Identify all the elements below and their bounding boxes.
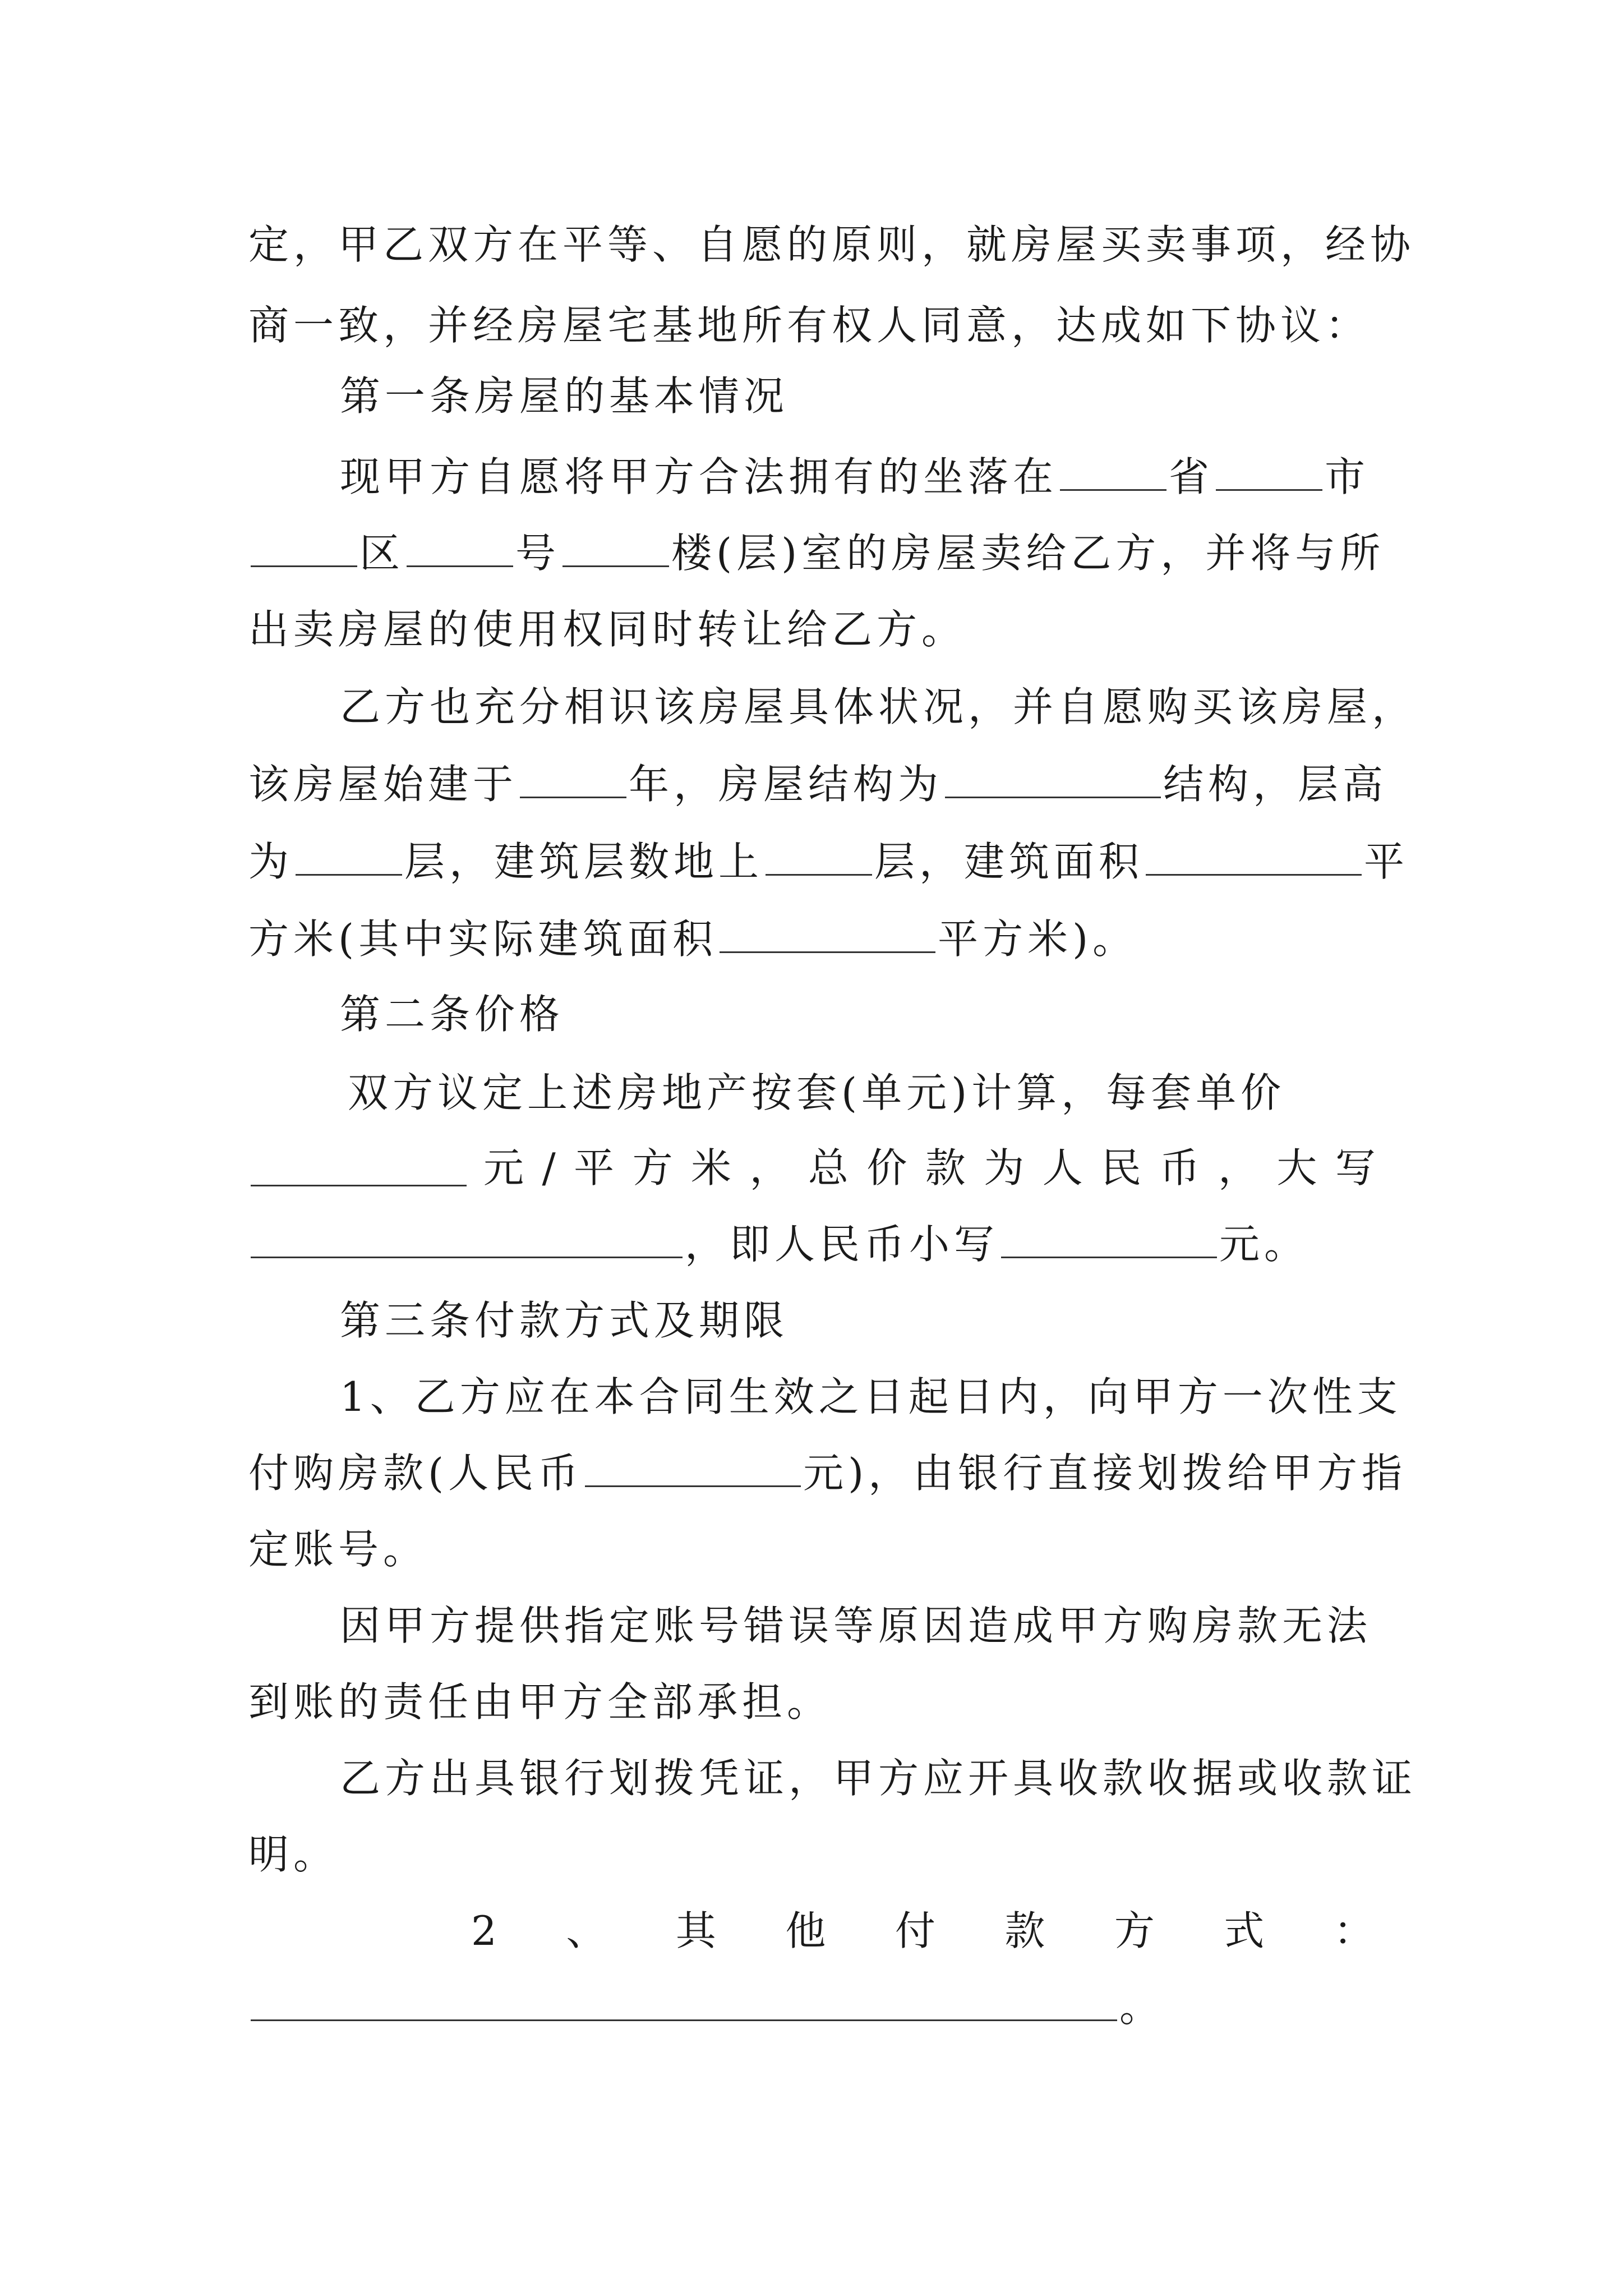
char: ， xyxy=(1218,1144,1258,1191)
line-text: 层，建筑层数地上 xyxy=(404,838,764,885)
char: 其 xyxy=(675,1907,716,1954)
paragraph-line xyxy=(348,1065,1384,1121)
char: 平 xyxy=(574,1144,615,1191)
paragraph-line xyxy=(248,525,1385,581)
char: 人 xyxy=(1042,1144,1083,1191)
line-text: 为 xyxy=(248,838,294,885)
paragraph-line xyxy=(248,834,1409,890)
paragraph-line xyxy=(340,1369,1402,1425)
line-text: 付购房款(人民币 xyxy=(248,1450,583,1497)
paragraph-line xyxy=(248,1445,1407,1501)
heading-text: 第一条房屋的基本情况 xyxy=(340,372,789,420)
line-text: 平方米)。 xyxy=(938,915,1138,963)
fill-blank xyxy=(585,1451,801,1487)
char: 款 xyxy=(925,1144,966,1191)
paragraph-line xyxy=(248,1674,1376,1730)
paragraph-line xyxy=(248,756,1388,812)
char: 为 xyxy=(984,1144,1025,1191)
line-text: 方米(其中实际建筑面积 xyxy=(248,915,718,963)
line-text: 省 xyxy=(1169,453,1214,500)
article-heading-1 xyxy=(340,368,1376,424)
paragraph-line xyxy=(248,1979,1376,2035)
char: 元 xyxy=(483,1144,524,1191)
char: 、 xyxy=(566,1907,607,1954)
fill-blank xyxy=(766,839,872,876)
fill-blank xyxy=(1060,454,1166,491)
char: ： xyxy=(1333,1907,1374,1954)
line-text: ，即人民币小写 xyxy=(685,1221,999,1268)
fill-blank xyxy=(520,762,626,798)
fill-blank xyxy=(945,762,1161,798)
char: 方 xyxy=(632,1144,673,1191)
char: 款 xyxy=(1004,1907,1045,1954)
char: 总 xyxy=(808,1144,849,1191)
line-text: 区 xyxy=(359,530,405,577)
fill-blank xyxy=(251,1222,683,1258)
line-text: 乙方也充分相识该房屋具体状况，并自愿购买该房屋， xyxy=(340,683,1417,730)
paragraph-line xyxy=(248,1521,1376,1577)
char: 米 xyxy=(691,1144,732,1191)
paragraph-line xyxy=(248,601,1376,657)
paragraph-line xyxy=(248,1216,1376,1272)
char: 币 xyxy=(1159,1144,1200,1191)
line-text: 元。 xyxy=(1219,1221,1310,1268)
line-text: 现甲方自愿将甲方合法拥有的坐落在 xyxy=(340,453,1058,500)
line-text: 号 xyxy=(515,530,561,577)
line-text: 市 xyxy=(1325,453,1370,500)
line-text: 楼(层)室的房屋卖给乙方，并将与所 xyxy=(671,530,1385,577)
fill-blank xyxy=(1216,454,1322,491)
paragraph-line xyxy=(248,297,1376,353)
line-text: 结构，层高 xyxy=(1163,761,1388,808)
paragraph-line xyxy=(340,679,1417,735)
fill-blank xyxy=(562,531,669,567)
fill-blank xyxy=(407,531,513,567)
article-heading-2 xyxy=(340,986,1376,1042)
char: 付 xyxy=(895,1907,935,1954)
line-text: 年，房屋结构为 xyxy=(629,761,943,808)
line-text: 1、乙方应在本合同生效之日起日内，向甲方一次性支 xyxy=(340,1373,1402,1420)
fill-blank xyxy=(1001,1222,1217,1258)
char: 写 xyxy=(1335,1144,1376,1191)
line-text: 元)，由银行直接划拨给甲方指 xyxy=(803,1450,1407,1497)
char: 2 xyxy=(471,1907,497,1954)
char: 价 xyxy=(866,1144,907,1191)
fill-blank xyxy=(251,1985,1117,2021)
paragraph-line xyxy=(340,1750,1417,1806)
char: 他 xyxy=(785,1907,826,1954)
line-text: 平 xyxy=(1364,838,1409,885)
line-text: 定，甲乙双方在平等、自愿的原则，就房屋买卖事项，经协 xyxy=(248,221,1415,268)
line-text: 双方议定上述房地产按套(单元)计算，每套单价 xyxy=(348,1069,1286,1116)
line-text: 明。 xyxy=(248,1831,339,1878)
line-text: 层，建筑面积 xyxy=(874,838,1144,885)
line-text: 该房屋始建于 xyxy=(248,761,518,808)
paragraph-line xyxy=(248,1826,1376,1883)
line-text: 到账的责任由甲方全部承担。 xyxy=(248,1678,832,1726)
paragraph-line xyxy=(248,1140,1376,1196)
char: 民 xyxy=(1101,1144,1142,1191)
line-text: 出卖房屋的使用权同时转让给乙方。 xyxy=(248,606,967,653)
fill-blank xyxy=(1146,839,1362,876)
char: ， xyxy=(749,1144,790,1191)
paragraph-line xyxy=(471,1903,1374,1959)
justified-text xyxy=(483,1140,1376,1196)
heading-text: 第三条付款方式及期限 xyxy=(340,1297,789,1344)
char: / xyxy=(542,1144,556,1191)
heading-text: 第二条价格 xyxy=(340,991,565,1038)
line-text: 商一致，并经房屋宅基地所有权人同意，达成如下协议： xyxy=(248,302,1371,349)
paragraph-line xyxy=(248,217,1415,273)
line-text: 。 xyxy=(1119,1984,1165,2031)
line-text: 定账号。 xyxy=(248,1526,428,1573)
fill-blank xyxy=(251,1150,467,1186)
paragraph-line xyxy=(340,449,1376,505)
fill-blank xyxy=(720,917,935,953)
paragraph-line xyxy=(248,911,1376,967)
fill-blank xyxy=(251,531,357,567)
char: 方 xyxy=(1114,1907,1155,1954)
char: 大 xyxy=(1276,1144,1317,1191)
line-text: 因甲方提供指定账号错误等原因造成甲方购房款无法 xyxy=(340,1602,1372,1649)
line-text: 乙方出具银行划拨凭证，甲方应开具收款收据或收款证 xyxy=(340,1755,1417,1802)
paragraph-line xyxy=(340,1598,1376,1654)
article-heading-3 xyxy=(340,1292,1376,1349)
char: 式 xyxy=(1224,1907,1265,1954)
fill-blank xyxy=(296,839,402,876)
